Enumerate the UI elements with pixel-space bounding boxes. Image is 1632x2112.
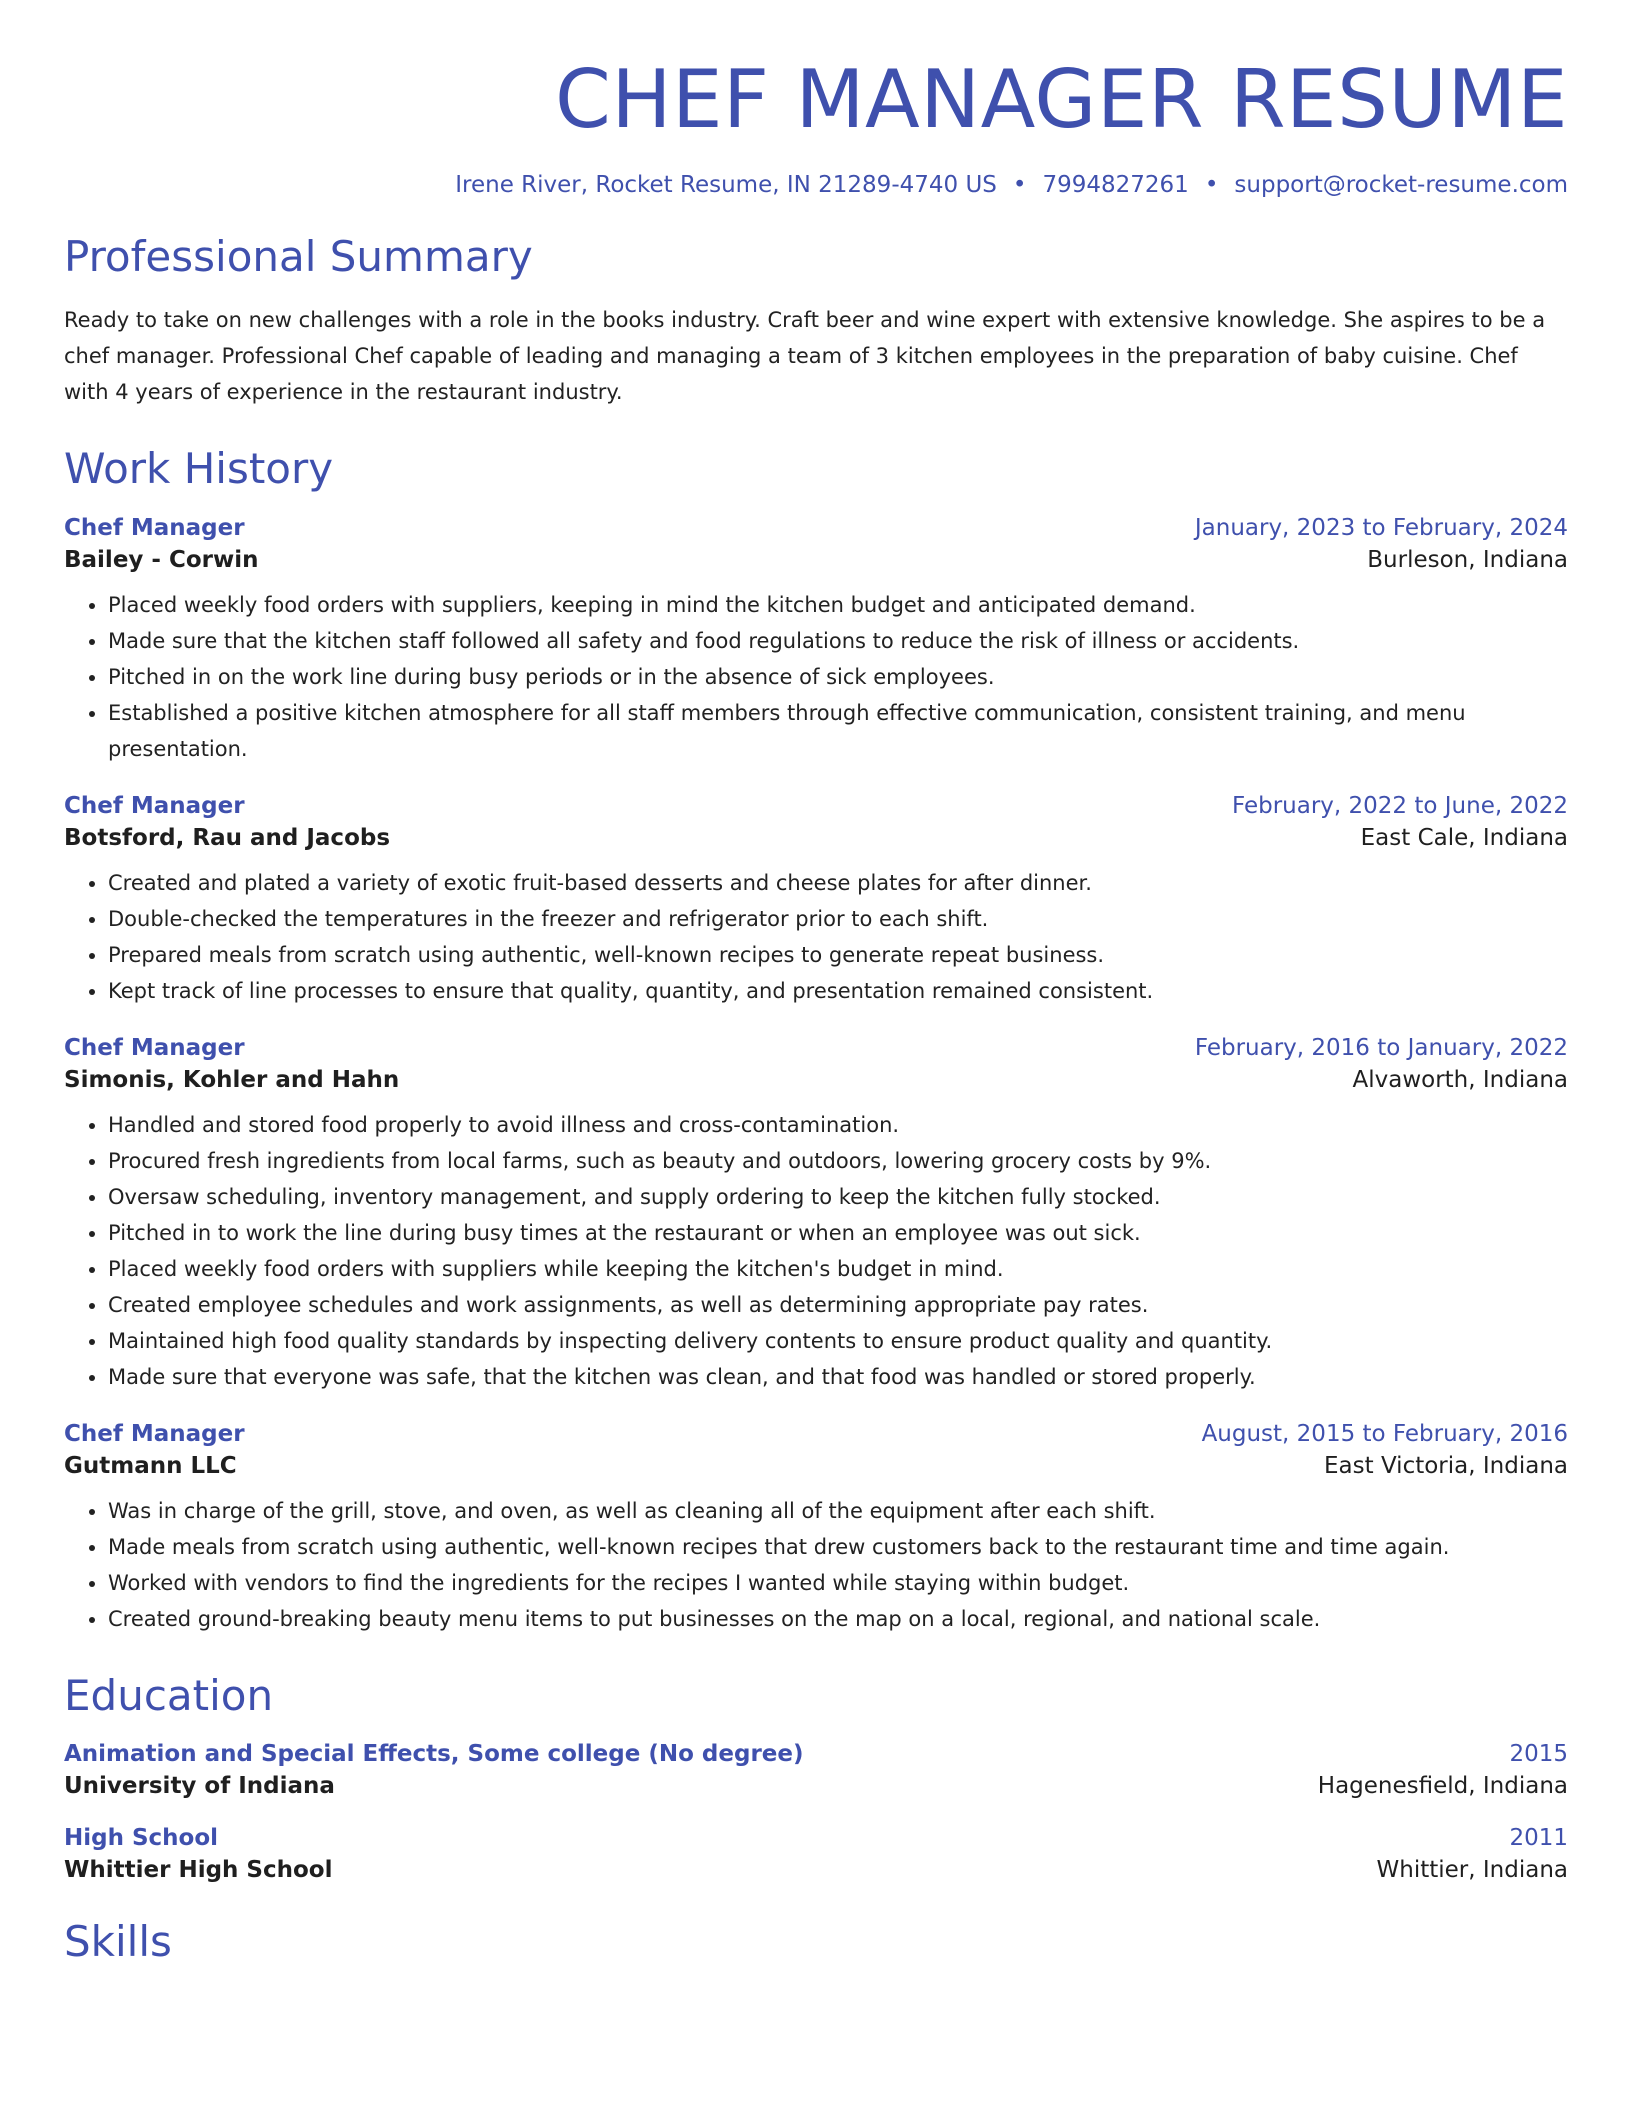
- education-degree: Animation and Special Effects, Some college (No degree): [64, 1741, 804, 1768]
- summary-heading: Professional Summary: [64, 232, 533, 281]
- job-company: Gutmann LLC: [64, 1452, 237, 1479]
- skills-heading: Skills: [64, 1917, 172, 1967]
- job-entry: [64, 1035, 1568, 1395]
- duty-item: • Created and plated a variety of exotic fruit-based desserts and cheese plates for after dinner.: [108, 865, 1568, 901]
- job-dates: February, 2022 to June, 2022: [1231, 792, 1568, 819]
- contact-address: Irene River, Rocket Resume, IN 21289-4740 US: [455, 172, 997, 198]
- duty-item: • Pitched in on the work line during busy periods or in the absence of sick employees.: [108, 659, 1568, 695]
- job-title: Chef Manager: [64, 1034, 245, 1061]
- duty-item: • Made sure that the kitchen staff followed all safety and food regulations to reduce the risk of illness or accidents.: [108, 623, 1568, 659]
- job-location: Burleson, Indiana: [1367, 546, 1568, 573]
- duty-item: • Prepared meals from scratch using authentic, well-known recipes to generate repeat business.: [108, 937, 1568, 973]
- job-dates: February, 2016 to January, 2022: [1194, 1034, 1568, 1061]
- education-year: 2011: [1509, 1825, 1568, 1852]
- duty-item: • Created employee schedules and work assignments, as well as determining appropriate pay rates.: [108, 1287, 1568, 1323]
- duty-item: • Created ground-breaking beauty menu items to put businesses on the map on a local, regional, and national scale.: [108, 1601, 1568, 1637]
- resume-header: [64, 53, 1568, 198]
- job-duties: [64, 865, 1568, 1009]
- education-entry: [64, 1741, 1568, 1799]
- contact-line: [64, 172, 1568, 198]
- duty-item: • Worked with vendors to find the ingredients for the recipes I wanted while staying within budget.: [108, 1565, 1568, 1601]
- duty-item: • Placed weekly food orders with suppliers while keeping the kitchen's budget in mind.: [108, 1251, 1568, 1287]
- duty-item: • Pitched in to work the line during busy times at the restaurant or when an employee was out sick.: [108, 1215, 1568, 1251]
- education-school: Whittier High School: [64, 1857, 333, 1884]
- work-history-list: [64, 515, 1568, 1637]
- duty-item: • Procured fresh ingredients from local farms, such as beauty and outdoors, lowering grocery costs by 9%.: [108, 1143, 1568, 1179]
- job-dates: August, 2015 to February, 2016: [1201, 1420, 1568, 1447]
- job-company: Bailey - Corwin: [64, 546, 259, 573]
- document-title: CHEF MANAGER RESUME: [554, 53, 1568, 146]
- job-location: East Cale, Indiana: [1360, 824, 1568, 851]
- work-history-heading: Work History: [64, 444, 334, 494]
- job-company: Botsford, Rau and Jacobs: [64, 824, 391, 851]
- contact-phone: 7994827261: [1042, 172, 1189, 198]
- contact-separator: •: [1204, 172, 1219, 198]
- job-title: Chef Manager: [64, 514, 245, 541]
- duty-item: • Maintained high food quality standards by inspecting delivery contents to ensure product quality and quantity.: [108, 1323, 1568, 1359]
- duty-item: • Placed weekly food orders with suppliers, keeping in mind the kitchen budget and anticipated demand.: [108, 587, 1568, 623]
- duty-item: • Was in charge of the grill, stove, and oven, as well as cleaning all of the equipment after each shift.: [108, 1493, 1568, 1529]
- education-entry: [64, 1825, 1568, 1883]
- summary-text: Ready to take on new challenges with a role in the books industry. Craft beer and wine expert with extensive knowledge. She aspires to be a chef manager. Professional Chef capable of leading and managing a team of 3 kitchen employees in the preparation of baby cuisine. Chef with 4 years of experience in the restaurant industry.: [64, 308, 1546, 405]
- duty-item: • Established a positive kitchen atmosphere for all staff members through effective communication, consistent training, and menu presentation.: [108, 695, 1568, 767]
- contact-separator: •: [1012, 172, 1027, 198]
- education-location: Hagenesfield, Indiana: [1317, 1773, 1568, 1800]
- job-duties: [64, 1493, 1568, 1637]
- job-duties: [64, 587, 1568, 767]
- duty-item: • Oversaw scheduling, inventory management, and supply ordering to keep the kitchen fully stocked.: [108, 1179, 1568, 1215]
- duty-item: • Handled and stored food properly to avoid illness and cross-contamination.: [108, 1107, 1568, 1143]
- contact-email[interactable]: support@rocket-resume.com: [1234, 172, 1568, 198]
- education-school: University of Indiana: [64, 1773, 335, 1800]
- duty-item: • Double-checked the temperatures in the freezer and refrigerator prior to each shift.: [108, 901, 1568, 937]
- job-entry: [64, 1421, 1568, 1637]
- job-dates: January, 2023 to February, 2024: [1194, 514, 1568, 541]
- job-title: Chef Manager: [64, 1420, 245, 1447]
- job-entry: [64, 793, 1568, 1009]
- job-title: Chef Manager: [64, 792, 245, 819]
- job-location: Alvaworth, Indiana: [1352, 1066, 1568, 1093]
- job-duties: [64, 1107, 1568, 1395]
- education-year: 2015: [1509, 1741, 1568, 1768]
- education-heading: Education: [64, 1670, 274, 1720]
- duty-item: • Made sure that everyone was safe, that the kitchen was clean, and that food was handled or stored properly.: [108, 1359, 1568, 1395]
- duty-item: • Kept track of line processes to ensure that quality, quantity, and presentation remained consistent.: [108, 973, 1568, 1009]
- education-location: Whittier, Indiana: [1376, 1857, 1568, 1884]
- job-location: East Victoria, Indiana: [1324, 1452, 1568, 1479]
- job-entry: [64, 515, 1568, 767]
- education-degree: High School: [64, 1825, 219, 1852]
- job-company: Simonis, Kohler and Hahn: [64, 1066, 400, 1093]
- education-list: [64, 1741, 1568, 1883]
- duty-item: • Made meals from scratch using authentic, well-known recipes that drew customers back to the restaurant time and time again.: [108, 1529, 1568, 1565]
